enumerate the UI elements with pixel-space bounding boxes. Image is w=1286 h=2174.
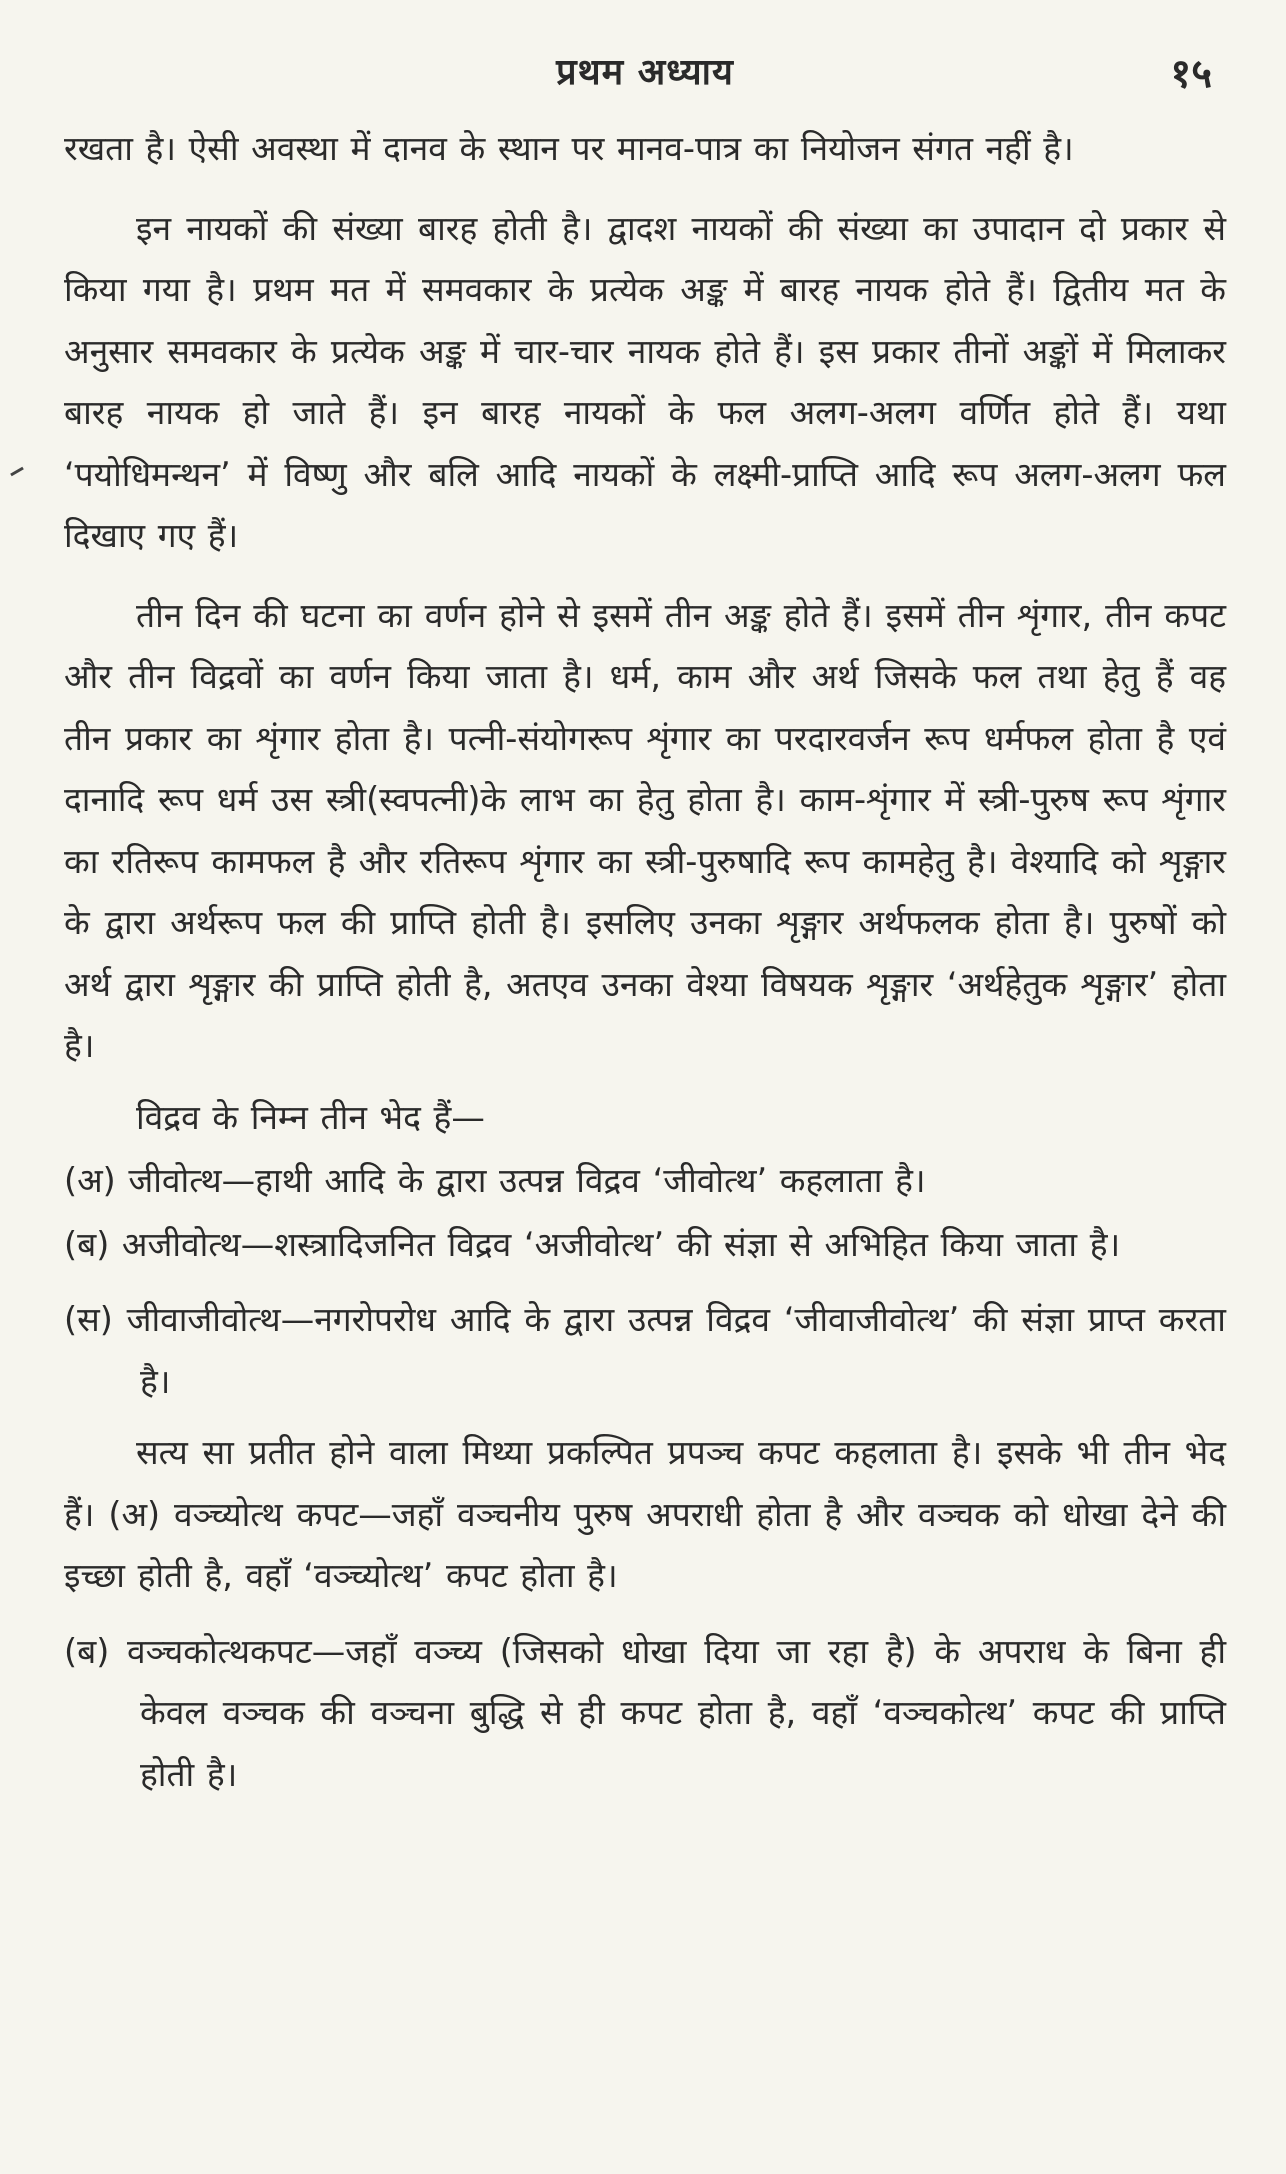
list-item-text: जीवोत्थ—हाथी आदि के द्वारा उत्पन्न विद्रव ‘जीवोत्थ’ कहलाता है। — [128, 1161, 926, 1200]
list-item — [64, 1621, 1226, 1806]
kapat-paragraph: सत्य सा प्रतीत होने वाला मिथ्या प्रकल्पित प्रपञ्च कपट कहलाता है। इसके भी तीन भेद हैं। (अ) वञ्च्योत्थ कपट—जहाँ वञ्चनीय पुरुष अपराधी होता है और वञ्चक को धोखा देने की इच्छा होती है, वहाँ ‘वञ्च्योत्थ’ कपट होता है। — [64, 1433, 1226, 1595]
paragraph: इन नायकों की संख्या बारह होती है। द्वादश नायकों की संख्या का उपादान दो प्रकार से किया गया है। प्रथम मत में समवकार के प्रत्येक अङ्क में बारह नायक होते हैं। द्वितीय मत के अनुसार समवकार के प्रत्येक अङ्क में चार-चार नायक होते हैं। इस प्रकार तीनों अङ्कों में मिलाकर बारह नायक हो जाते हैं। इन बारह नायकों के फल अलग-अलग वर्णित होते हैं। यथा ‘पयोधिमन्थन’ में विष्णु और बलि आदि नायकों के लक्ष्मी-प्राप्ति आदि रूप अलग-अलग फल दिखाए गए हैं। — [64, 208, 1226, 555]
list-item — [64, 1150, 1226, 1212]
list-item — [64, 1289, 1226, 1412]
vidrava-intro: विद्रव के निम्न तीन भेद हैं— — [136, 1097, 485, 1137]
page-header — [64, 40, 1226, 118]
list-marker: (ब) — [64, 1631, 128, 1671]
body-text — [64, 118, 1226, 1805]
list-item — [64, 1214, 1226, 1276]
paragraph: तीन दिन की घटना का वर्णन होने से इसमें तीन अङ्क होते हैं। इसमें तीन शृंगार, तीन कपट और तीन विद्रवों का वर्णन किया जाता है। धर्म, काम और अर्थ जिसके फल तथा हेतु हैं वह तीन प्रकार का शृंगार होता है। पत्नी-संयोगरूप शृंगार का परदारवर्जन रूप धर्मफल होता है एवं दानादि रूप धर्म उस स्त्री(स्वपत्नी)के लाभ का हेतु होता है। काम-शृंगार में स्त्री-पुरुष रूप शृंगार का रतिरूप कामफल है और रतिरूप शृंगार का स्त्री-पुरुषादि रूप कामहेतु है। वेश्यादि को शृङ्गार के द्वारा अर्थरूप फल की प्राप्ति होती है। इसलिए उनका शृङ्गार अर्थफलक होता है। पुरुषों को अर्थ द्वारा शृङ्गार की प्राप्ति होती है, अतएव उनका वेश्या विषयक शृङ्गार ‘अर्थहेतुक शृङ्गार’ होता है। — [64, 595, 1226, 1065]
list-item-text: अजीवोत्थ—शस्त्रादिजनित विद्रव ‘अजीवोत्थ’ की संज्ञा से अभिहित किया जाता है। — [121, 1224, 1121, 1264]
list-marker: (अ) — [64, 1161, 129, 1200]
running-title: प्रथम अध्याय — [556, 52, 734, 93]
list-marker: (स) — [64, 1300, 127, 1339]
margin-mark — [10, 467, 24, 477]
list-item-text: वञ्चकोत्थकपट—जहाँ वञ्च्य (जिसको धोखा दिया जा रहा है) के अपराध के बिना ही केवल वञ्चक की वञ्चना बुद्धि से ही कपट होता है, वहाँ ‘वञ्चकोत्थ’ कपट की प्राप्ति होती है। — [127, 1631, 1226, 1794]
paragraph: रखता है। ऐसी अवस्था में दानव के स्थान पर मानव-पात्र का नियोजन संगत नहीं है। — [64, 129, 1074, 168]
page-number: १५ — [1170, 51, 1212, 97]
list-item-text: जीवाजीवोत्थ—नगरोपरोध आदि के द्वारा उत्पन्न विद्रव ‘जीवाजीवोत्थ’ की संज्ञा प्राप्त करता है। — [126, 1300, 1226, 1401]
list-marker: (ब) — [64, 1224, 122, 1264]
